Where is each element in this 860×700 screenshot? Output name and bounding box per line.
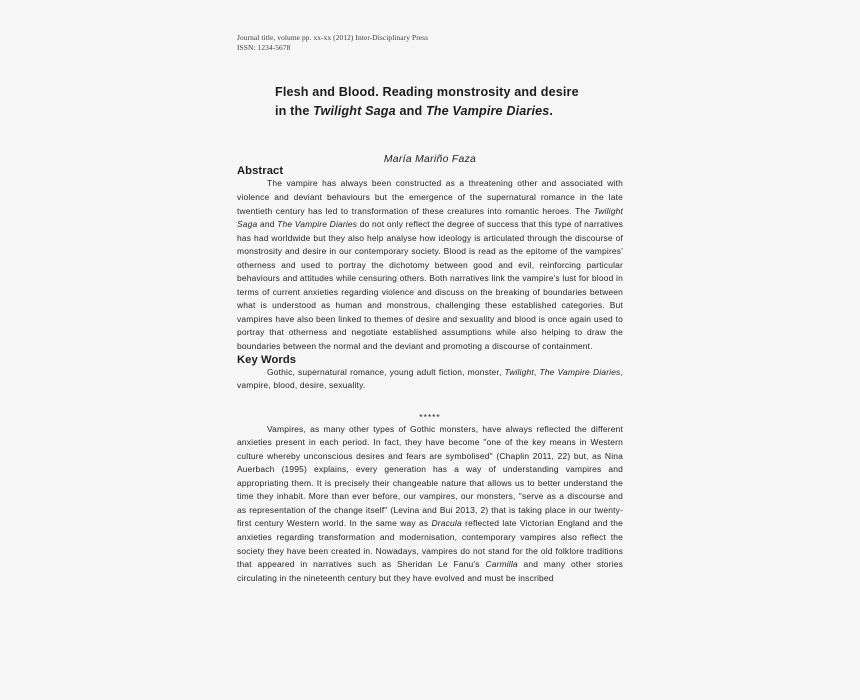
- abstract-italic-vampire-diaries: The Vampire Diaries: [277, 219, 358, 230]
- title-italic-twilight-saga: Twilight Saga: [313, 104, 396, 119]
- intro-text-3: and many other stories circulating in the nineteenth century but they have evolved and must be inscribed: [237, 559, 623, 583]
- abstract-text-1: The vampire has always been constructed as a threatening other and associated with violence and deviant behaviours but the emergence of the supernatural romance in the late twentieth century has led to transformation of these creatures into romantic heroes. The: [237, 178, 623, 216]
- page-content: [237, 33, 623, 585]
- title-italic-vampire-diaries: The Vampire Diaries: [425, 104, 550, 119]
- intro-italic-carmilla: Carmilla: [485, 559, 518, 570]
- author-name: María Mariño Faza: [383, 154, 477, 166]
- abstract-heading: Abstract: [237, 165, 284, 178]
- introduction-paragraph: [237, 423, 623, 586]
- keywords-text-1: Gothic, supernatural romance, young adult fiction, monster,: [267, 366, 505, 377]
- keywords-heading: Key Words: [237, 353, 297, 366]
- running-head-issn-line: ISSN: 1234-5678: [237, 43, 291, 53]
- intro-text-2: reflected late Victorian England and the anxieties regarding transformation and modernisation, contemporary vampires also reflect the society they have been created in. Nowadays, vampires do not stand for the old folklore traditions that appeared in narratives such as Sheridan Le Fanu's: [237, 518, 623, 570]
- keywords-italic-vampire-diaries: The Vampire Diaries: [539, 366, 621, 377]
- article-title-line-1: Flesh and Blood. Reading monstrosity and desire: [275, 85, 579, 100]
- running-head: [237, 33, 623, 53]
- intro-italic-dracula: Dracula: [431, 518, 462, 529]
- abstract-text-2: and: [257, 219, 278, 230]
- article-title: [237, 83, 623, 121]
- title-conjunction: and: [395, 104, 426, 119]
- keywords-paragraph: [237, 366, 623, 393]
- abstract-text-3: do not only reflect the degree of success that this type of narratives has had worldwide but they also help analyse how ideology is articulated through the discourse of monstrosity and desire in our contemporary society. Blood is read as the epitome of the vampires' otherness and used to portray the dichotomy between good and evil, reinforcing particular behaviours and attitudes while censuring others. Both narratives link the vampire's lust for blood in terms of current anxieties regarding violence and discuss on the breaking of boundaries between what is understood as human and monstrous, challenging these established categories. But vampires have also been linked to themes of desire and sexuality and blood is once again used to portray that otherness and negotiate established assumptions while also helping to draw the boundaries between the normal and the deviant and promoting a discourse of containment.: [237, 219, 623, 351]
- title-period: .: [549, 104, 554, 119]
- keywords-text-3: , vampire, blood, desire, sexuality.: [237, 366, 623, 391]
- title-prefix: in the: [275, 104, 314, 119]
- running-head-journal-line: Journal title, volume pp. xx-xx (2012) Inter-Disciplinary Press: [237, 33, 429, 42]
- keywords-italic-twilight: Twilight: [504, 366, 534, 377]
- abstract-paragraph: [237, 177, 623, 353]
- section-divider-asterisks: *****: [419, 411, 441, 422]
- article-title-line-2: [275, 102, 623, 121]
- abstract-italic-twilight-saga: Twilight Saga: [237, 205, 623, 230]
- intro-text-1: Vampires, as many other types of Gothic monsters, have always reflected the different anxieties present in each period. In fact, they have become "one of the key means in Western culture whereby unconscious desires and fears are symbolised" (Chaplin 2011, 22) but, as Nina Auerbach (1995) explains, every generation has a way of understanding vampires and appropriating them. It is precisely their changeable nature that allows us to better understand the time they inhabit. More than ever before, our vampires, our monsters, "serve as a discourse and as representation of the change itself" (Levina and Bui 2013, 2) that is taking place in our twenty-first century Western world. In the same way as: [237, 423, 623, 529]
- keywords-text-2: ,: [533, 366, 540, 377]
